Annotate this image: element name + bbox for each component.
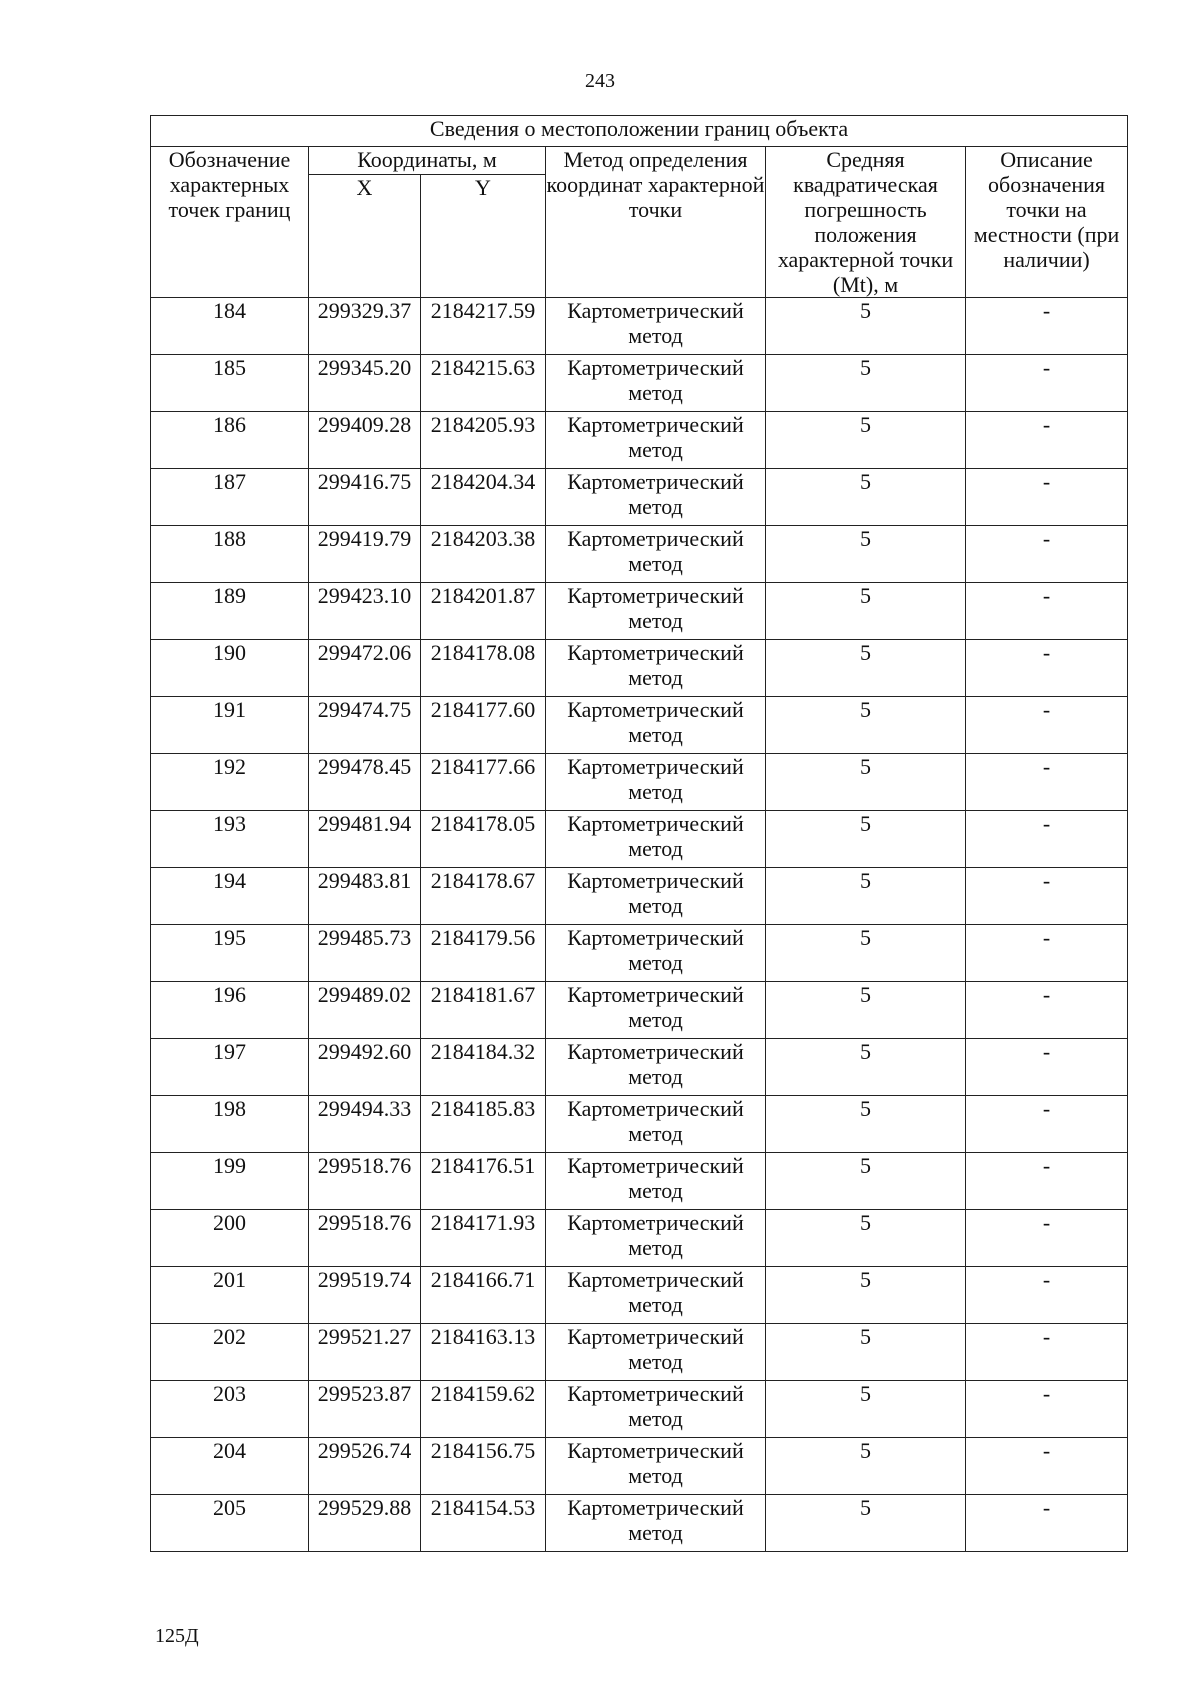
cell-y: 2184184.32 xyxy=(421,1039,546,1096)
cell-error: 5 xyxy=(766,982,966,1039)
cell-y: 2184178.08 xyxy=(421,640,546,697)
cell-description: - xyxy=(966,1267,1128,1324)
cell-error: 5 xyxy=(766,1039,966,1096)
cell-error: 5 xyxy=(766,868,966,925)
cell-error: 5 xyxy=(766,355,966,412)
cell-x: 299489.02 xyxy=(309,982,421,1039)
cell-method: Картометрический метод xyxy=(546,1381,766,1438)
cell-description: - xyxy=(966,697,1128,754)
cell-point-id: 195 xyxy=(151,925,309,982)
cell-description: - xyxy=(966,811,1128,868)
cell-point-id: 189 xyxy=(151,583,309,640)
cell-y: 2184178.05 xyxy=(421,811,546,868)
cell-description: - xyxy=(966,526,1128,583)
cell-point-id: 202 xyxy=(151,1324,309,1381)
cell-point-id: 198 xyxy=(151,1096,309,1153)
cell-description: - xyxy=(966,469,1128,526)
cell-method: Картометрический метод xyxy=(546,1039,766,1096)
cell-description: - xyxy=(966,1096,1128,1153)
cell-point-id: 194 xyxy=(151,868,309,925)
cell-method: Картометрический метод xyxy=(546,1210,766,1267)
table-row xyxy=(151,526,1128,583)
table-header xyxy=(151,116,1128,298)
cell-error: 5 xyxy=(766,1381,966,1438)
table-row xyxy=(151,754,1128,811)
header-error: Средняя квадратическая погрешность положения характерной точки (Mt), м xyxy=(766,147,966,298)
cell-y: 2184204.34 xyxy=(421,469,546,526)
cell-point-id: 184 xyxy=(151,298,309,355)
cell-error: 5 xyxy=(766,1267,966,1324)
cell-x: 299474.75 xyxy=(309,697,421,754)
cell-description: - xyxy=(966,1153,1128,1210)
cell-error: 5 xyxy=(766,298,966,355)
cell-point-id: 192 xyxy=(151,754,309,811)
cell-method: Картометрический метод xyxy=(546,811,766,868)
cell-error: 5 xyxy=(766,925,966,982)
cell-x: 299329.37 xyxy=(309,298,421,355)
cell-error: 5 xyxy=(766,1438,966,1495)
cell-error: 5 xyxy=(766,1210,966,1267)
cell-description: - xyxy=(966,355,1128,412)
cell-y: 2184178.67 xyxy=(421,868,546,925)
cell-description: - xyxy=(966,1495,1128,1552)
cell-x: 299472.06 xyxy=(309,640,421,697)
table-row xyxy=(151,1381,1128,1438)
table-row xyxy=(151,1267,1128,1324)
cell-description: - xyxy=(966,1039,1128,1096)
table-row xyxy=(151,583,1128,640)
cell-x: 299419.79 xyxy=(309,526,421,583)
table-row xyxy=(151,1039,1128,1096)
cell-method: Картометрический метод xyxy=(546,1153,766,1210)
cell-point-id: 196 xyxy=(151,982,309,1039)
cell-description: - xyxy=(966,583,1128,640)
cell-x: 299409.28 xyxy=(309,412,421,469)
cell-point-id: 203 xyxy=(151,1381,309,1438)
cell-x: 299483.81 xyxy=(309,868,421,925)
header-y: Y xyxy=(421,175,546,298)
cell-error: 5 xyxy=(766,697,966,754)
cell-y: 2184201.87 xyxy=(421,583,546,640)
table-row xyxy=(151,1438,1128,1495)
cell-method: Картометрический метод xyxy=(546,697,766,754)
cell-y: 2184177.66 xyxy=(421,754,546,811)
cell-error: 5 xyxy=(766,412,966,469)
cell-method: Картометрический метод xyxy=(546,640,766,697)
cell-description: - xyxy=(966,1210,1128,1267)
cell-description: - xyxy=(966,982,1128,1039)
cell-y: 2184185.83 xyxy=(421,1096,546,1153)
cell-y: 2184215.63 xyxy=(421,355,546,412)
cell-description: - xyxy=(966,412,1128,469)
cell-point-id: 187 xyxy=(151,469,309,526)
cell-method: Картометрический метод xyxy=(546,1495,766,1552)
cell-x: 299416.75 xyxy=(309,469,421,526)
table-row xyxy=(151,925,1128,982)
cell-x: 299521.27 xyxy=(309,1324,421,1381)
cell-x: 299481.94 xyxy=(309,811,421,868)
cell-x: 299519.74 xyxy=(309,1267,421,1324)
cell-point-id: 188 xyxy=(151,526,309,583)
cell-y: 2184163.13 xyxy=(421,1324,546,1381)
cell-x: 299485.73 xyxy=(309,925,421,982)
cell-method: Картометрический метод xyxy=(546,469,766,526)
cell-y: 2184179.56 xyxy=(421,925,546,982)
cell-x: 299523.87 xyxy=(309,1381,421,1438)
cell-description: - xyxy=(966,925,1128,982)
table-row xyxy=(151,1210,1128,1267)
cell-y: 2184177.60 xyxy=(421,697,546,754)
header-coordinates: Координаты, м xyxy=(309,147,546,175)
cell-y: 2184171.93 xyxy=(421,1210,546,1267)
header-designation: Обозначение характерных точек границ xyxy=(151,147,309,298)
cell-error: 5 xyxy=(766,1096,966,1153)
cell-x: 299529.88 xyxy=(309,1495,421,1552)
cell-error: 5 xyxy=(766,583,966,640)
table-row xyxy=(151,1495,1128,1552)
footer-code: 125Д xyxy=(155,1625,199,1647)
cell-point-id: 205 xyxy=(151,1495,309,1552)
cell-x: 299518.76 xyxy=(309,1153,421,1210)
cell-point-id: 199 xyxy=(151,1153,309,1210)
header-x: X xyxy=(309,175,421,298)
cell-y: 2184154.53 xyxy=(421,1495,546,1552)
table-row xyxy=(151,640,1128,697)
table-body xyxy=(151,298,1128,1552)
cell-method: Картометрический метод xyxy=(546,355,766,412)
cell-y: 2184181.67 xyxy=(421,982,546,1039)
header-description: Описание обозначения точки на местности (при наличии) xyxy=(966,147,1128,298)
cell-point-id: 200 xyxy=(151,1210,309,1267)
table-row xyxy=(151,469,1128,526)
cell-method: Картометрический метод xyxy=(546,1096,766,1153)
header-method: Метод определения координат характерной точки xyxy=(546,147,766,298)
table-row xyxy=(151,1153,1128,1210)
cell-description: - xyxy=(966,1438,1128,1495)
table-row xyxy=(151,868,1128,925)
cell-method: Картометрический метод xyxy=(546,1267,766,1324)
cell-description: - xyxy=(966,1324,1128,1381)
cell-description: - xyxy=(966,754,1128,811)
cell-point-id: 193 xyxy=(151,811,309,868)
cell-y: 2184203.38 xyxy=(421,526,546,583)
cell-method: Картометрический метод xyxy=(546,298,766,355)
cell-y: 2184159.62 xyxy=(421,1381,546,1438)
cell-point-id: 201 xyxy=(151,1267,309,1324)
cell-method: Картометрический метод xyxy=(546,925,766,982)
cell-point-id: 204 xyxy=(151,1438,309,1495)
cell-method: Картометрический метод xyxy=(546,982,766,1039)
table-row xyxy=(151,355,1128,412)
cell-error: 5 xyxy=(766,1153,966,1210)
cell-method: Картометрический метод xyxy=(546,1324,766,1381)
cell-description: - xyxy=(966,868,1128,925)
cell-point-id: 185 xyxy=(151,355,309,412)
cell-method: Картометрический метод xyxy=(546,754,766,811)
cell-error: 5 xyxy=(766,811,966,868)
cell-x: 299492.60 xyxy=(309,1039,421,1096)
cell-x: 299494.33 xyxy=(309,1096,421,1153)
cell-point-id: 191 xyxy=(151,697,309,754)
cell-description: - xyxy=(966,298,1128,355)
cell-method: Картометрический метод xyxy=(546,583,766,640)
table-row xyxy=(151,982,1128,1039)
cell-y: 2184156.75 xyxy=(421,1438,546,1495)
cell-description: - xyxy=(966,1381,1128,1438)
boundary-table xyxy=(150,115,1128,1552)
table-row xyxy=(151,697,1128,754)
cell-error: 5 xyxy=(766,640,966,697)
cell-y: 2184217.59 xyxy=(421,298,546,355)
cell-error: 5 xyxy=(766,1324,966,1381)
cell-y: 2184166.71 xyxy=(421,1267,546,1324)
cell-x: 299423.10 xyxy=(309,583,421,640)
table-row xyxy=(151,811,1128,868)
table-row xyxy=(151,298,1128,355)
cell-method: Картометрический метод xyxy=(546,526,766,583)
cell-x: 299345.20 xyxy=(309,355,421,412)
cell-method: Картометрический метод xyxy=(546,868,766,925)
cell-error: 5 xyxy=(766,754,966,811)
cell-error: 5 xyxy=(766,526,966,583)
cell-point-id: 190 xyxy=(151,640,309,697)
cell-x: 299478.45 xyxy=(309,754,421,811)
cell-description: - xyxy=(966,640,1128,697)
cell-point-id: 197 xyxy=(151,1039,309,1096)
cell-method: Картометрический метод xyxy=(546,412,766,469)
cell-point-id: 186 xyxy=(151,412,309,469)
cell-y: 2184205.93 xyxy=(421,412,546,469)
cell-x: 299526.74 xyxy=(309,1438,421,1495)
cell-y: 2184176.51 xyxy=(421,1153,546,1210)
cell-error: 5 xyxy=(766,469,966,526)
cell-x: 299518.76 xyxy=(309,1210,421,1267)
cell-method: Картометрический метод xyxy=(546,1438,766,1495)
table-row xyxy=(151,1096,1128,1153)
table-row xyxy=(151,1324,1128,1381)
cell-error: 5 xyxy=(766,1495,966,1552)
table-row xyxy=(151,412,1128,469)
table-caption: Сведения о местоположении границ объекта xyxy=(151,116,1128,147)
page-number: 243 xyxy=(585,70,615,92)
